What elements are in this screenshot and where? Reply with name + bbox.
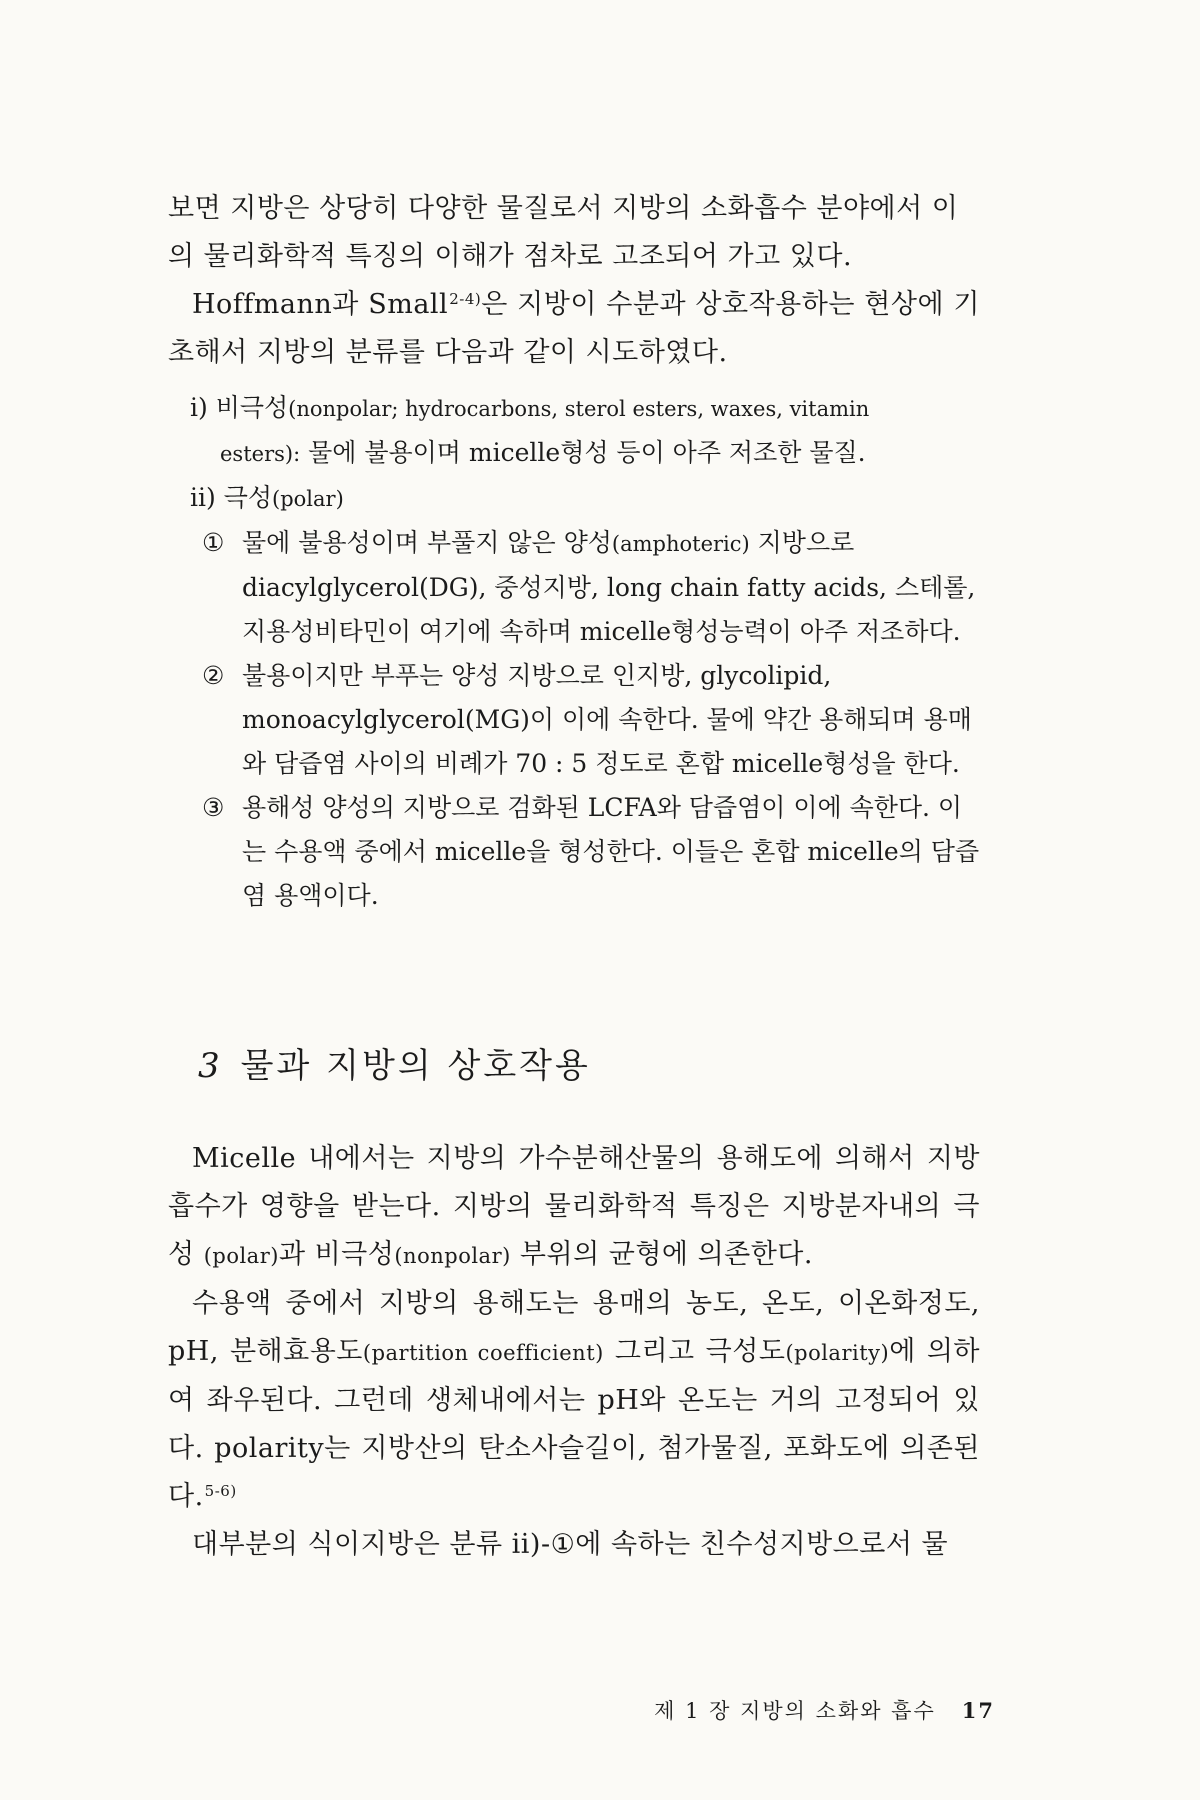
p2-text-e: 에 의하여 좌우된다. 그런데 생체내에서는 pH와 온도는 거의 고정되어 있다. polarity는 지방산의 탄소사슬길이, 첨가물질, 포화도에 의존된다. bbox=[168, 1336, 980, 1512]
p1-nonpolar: (nonpolar) bbox=[394, 1244, 511, 1268]
sub-item-1 bbox=[190, 521, 980, 654]
section-heading bbox=[198, 1038, 591, 1087]
sub-item-3-label: ③ bbox=[202, 793, 225, 822]
p2-partition: (partition coefficient) bbox=[362, 1341, 604, 1365]
polar-label: 극성 bbox=[223, 483, 273, 512]
chapter-title: 제 1 장 지방의 소화와 흡수 bbox=[654, 1699, 936, 1723]
sub-item-1-text-c: 지방으로 diacylglycerol(DG), 중성지방, long chain fatty acids, 스테롤, 지용성비타민이 여기에 속하며 micelle형성능력이 아주 저조하다. bbox=[242, 528, 976, 646]
hoffmann-text-b: 은 지방이 수분과 상호작용하는 현상에 기초해서 지방의 분류를 다음과 같이 시도하였다. bbox=[168, 289, 980, 368]
hoffmann-paragraph bbox=[168, 281, 980, 377]
body-paragraph-2 bbox=[168, 1280, 980, 1521]
list-label-i: i) bbox=[190, 393, 208, 422]
sub-item-2-label: ② bbox=[202, 661, 225, 690]
hoffmann-text-a: Hoffmann과 Small bbox=[192, 289, 449, 320]
p1-text-e: 부위의 균형에 의존한다. bbox=[519, 1239, 813, 1270]
nonpolar-label: 비극성 bbox=[215, 393, 289, 422]
nonpolar-continuation bbox=[190, 431, 980, 476]
intro-paragraph bbox=[168, 185, 980, 377]
intro-line-2: 의 물리화학적 특징의 이해가 점차로 고조되어 가고 있다. bbox=[168, 241, 853, 272]
page-number: 17 bbox=[961, 1698, 995, 1723]
sub-item-1-amphoteric: (amphoteric) bbox=[611, 532, 750, 556]
p1-polar: (polar) bbox=[203, 1244, 279, 1268]
p1-text-c: 과 비극성 bbox=[278, 1239, 395, 1270]
p2-text-c: 그리고 극성도 bbox=[614, 1336, 786, 1367]
body-paragraph-1 bbox=[168, 1135, 980, 1280]
sub-item-1-label: ① bbox=[202, 528, 225, 557]
nonpolar-examples: (nonpolar; hydrocarbons, sterol esters, waxes, vitamin bbox=[288, 397, 870, 421]
sub-item-2 bbox=[190, 654, 980, 786]
nonpolar-description: 물에 불용이며 micelle형성 등이 아주 저조한 물질. bbox=[308, 438, 866, 467]
classification-list bbox=[190, 386, 980, 918]
p2-polarity: (polarity) bbox=[785, 1341, 890, 1365]
running-footer bbox=[615, 1695, 995, 1725]
sub-item-3-text: 용해성 양성의 지방으로 검화된 LCFA와 담즙염이 이에 속한다. 이는 수용액 중에서 micelle을 형성한다. 이들은 혼합 micelle의 담즙염 용액이다. bbox=[242, 793, 980, 910]
polar-english: (polar) bbox=[272, 487, 344, 511]
section-number: 3 bbox=[198, 1046, 223, 1086]
p1-text-a: Micelle 내에서는 지방의 가수분해산물의 용해도에 의해서 지방흡수가 영향을 받는다. 지방의 물리화학적 특징은 지방분자내의 극성 bbox=[168, 1143, 980, 1270]
hoffmann-citation: 2-4) bbox=[449, 290, 482, 308]
intro-line-1: 보면 지방은 상당히 다양한 물질로서 지방의 소화흡수 분야에서 이 bbox=[168, 193, 959, 224]
p2-text-a: 수용액 중에서 지방의 용해도는 용매의 농도, 온도, 이온화정도, pH, 분해효용도 bbox=[168, 1288, 980, 1367]
list-item-polar bbox=[190, 476, 980, 521]
nonpolar-esters: esters): bbox=[220, 442, 301, 466]
p2-citation: 5-6) bbox=[204, 1482, 237, 1500]
body-paragraph-3: 대부분의 식이지방은 분류 ii)-①에 속하는 친수성지방으로서 물 bbox=[192, 1529, 949, 1560]
sub-item-3 bbox=[190, 786, 980, 918]
list-label-ii: ii) bbox=[190, 483, 216, 512]
sub-item-1-text-a: 물에 불용성이며 부풀지 않은 양성 bbox=[242, 528, 612, 557]
body-paragraphs bbox=[168, 1135, 980, 1569]
sub-item-2-text: 불용이지만 부푸는 양성 지방으로 인지방, glycolipid, monoacylglycerol(MG)이 이에 속한다. 물에 약간 용해되며 용매와 담즙염 사이의 비례가 70 : 5 정도로 혼합 micelle형성을 한다. bbox=[242, 661, 972, 778]
list-item-nonpolar bbox=[190, 386, 980, 476]
section-title: 물과 지방의 상호작용 bbox=[240, 1046, 591, 1086]
